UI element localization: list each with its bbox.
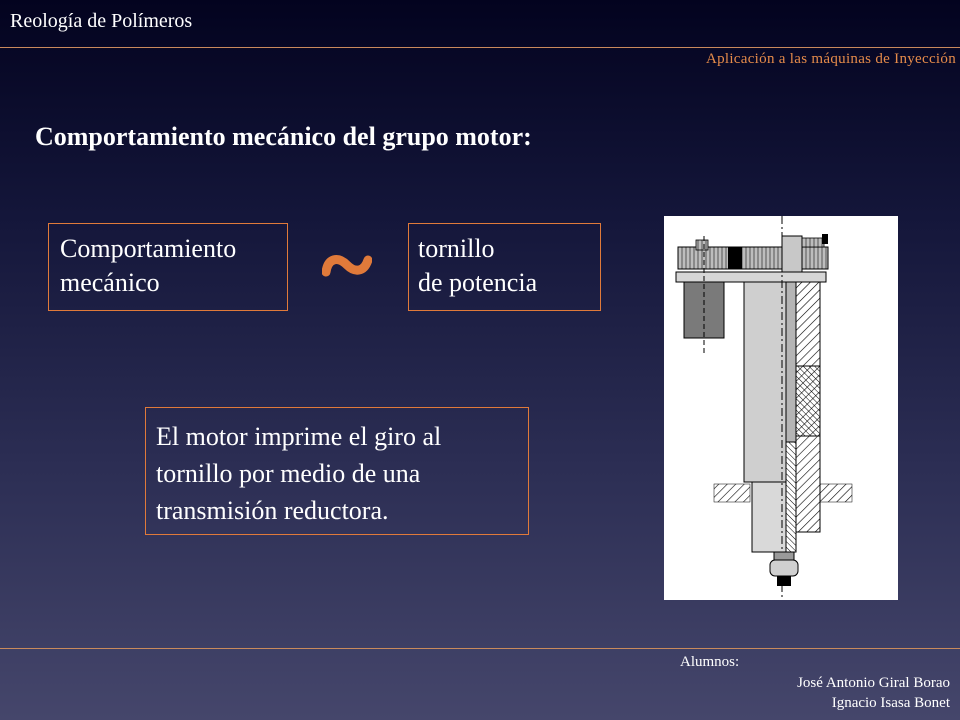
power-screw-box <box>408 223 601 311</box>
box-left-line2: mecánico <box>60 268 160 297</box>
description-box <box>145 407 529 535</box>
approx-icon <box>322 250 372 286</box>
mechanical-behavior-box <box>48 223 288 311</box>
description-line3: transmisión reductora. <box>156 496 389 525</box>
slide-heading: Comportamiento mecánico del grupo motor: <box>35 122 532 151</box>
header-divider <box>0 47 960 48</box>
box-right-line2: de potencia <box>418 268 538 297</box>
power-screw-diagram <box>664 216 898 600</box>
footer-divider <box>0 648 960 649</box>
course-title: Reología de Polímeros <box>10 10 193 32</box>
author-name: José Antonio Giral Borao <box>797 675 950 691</box>
box-right-line1: tornillo <box>418 234 495 263</box>
box-left-line1: Comportamiento <box>60 234 237 263</box>
authors-label: Alumnos: <box>680 654 740 670</box>
description-line2: tornillo por medio de una <box>156 459 421 488</box>
section-subtitle: Aplicación a las máquinas de Inyección <box>705 51 956 67</box>
description-line1: El motor imprime el giro al <box>156 422 442 451</box>
author-name: Ignacio Isasa Bonet <box>831 695 950 711</box>
